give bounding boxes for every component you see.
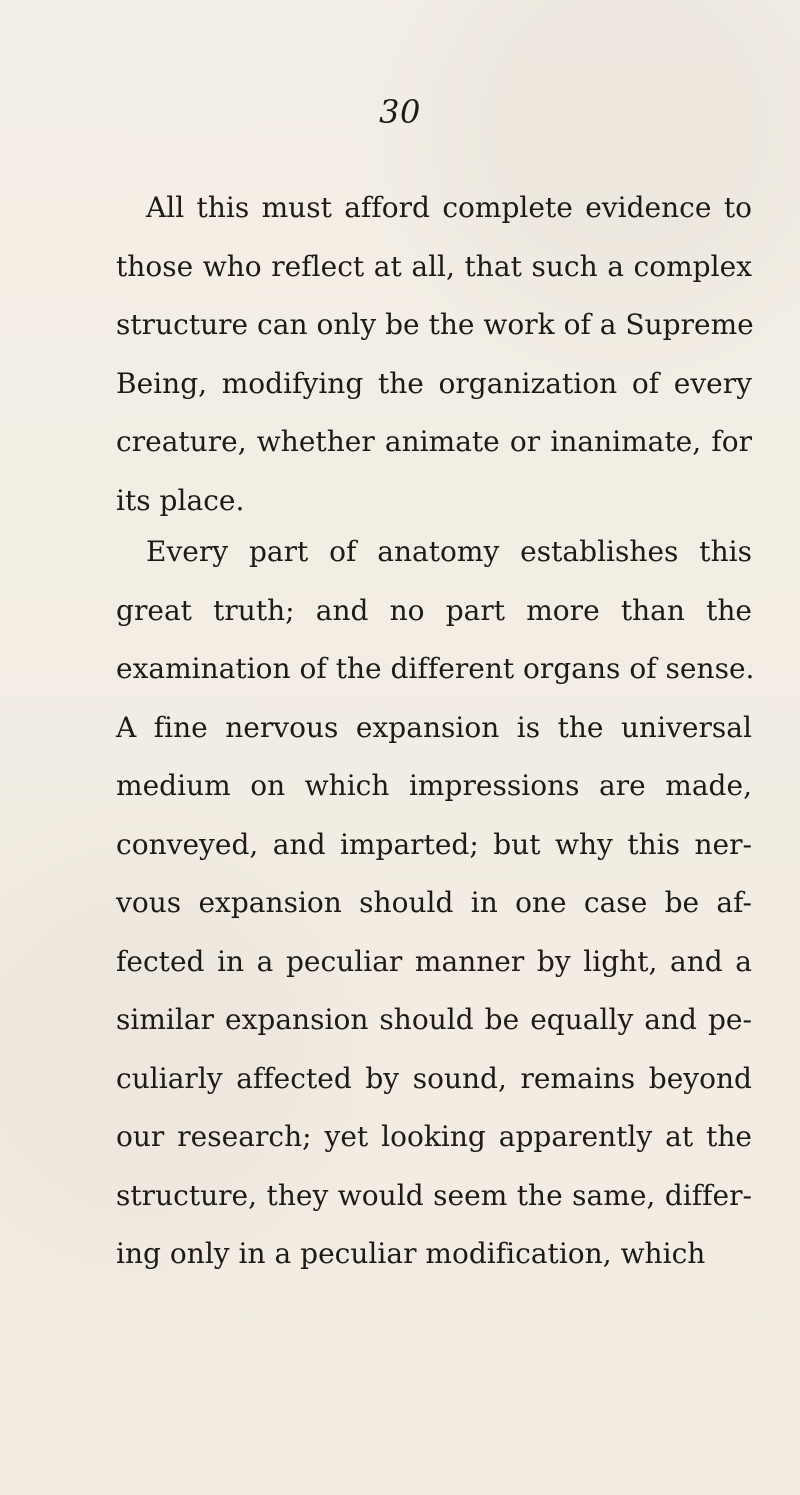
paragraph-line: great truth; and no part more than the (116, 593, 752, 627)
paragraph-line: similar expansion should be equally and pe- (116, 1003, 752, 1036)
paragraph-line: vous expansion should in one case be af- (116, 886, 752, 919)
paragraph-line: All this must afford complete evidence to (146, 191, 752, 224)
paragraph-line: creature, whether animate or inanimate, for (116, 425, 752, 458)
paragraph-line: structure, they would seem the same, differ- (116, 1178, 752, 1212)
paragraph-line: Being, modifying the organization of every (116, 366, 752, 400)
paragraph-line: A fine nervous expansion is the universal (116, 710, 752, 744)
paragraph-line: its place. (116, 483, 245, 517)
paragraph-line: our research; yet looking apparently at the (116, 1120, 752, 1153)
paragraph-line: Every part of anatomy establishes this (146, 535, 752, 568)
paragraph-1 (116, 179, 752, 530)
page-number: 30 (379, 93, 421, 131)
paragraph-line: structure can only be the work of a Supreme (116, 308, 754, 341)
paragraph-line: culiarly affected by sound, remains beyond (116, 1061, 752, 1095)
paragraph-line: medium on which impressions are made, (116, 769, 752, 802)
paragraph-line: examination of the different organs of sense. (116, 652, 755, 685)
paragraph-2 (116, 523, 755, 1284)
paragraph-line: those who reflect at all, that such a complex (116, 249, 752, 283)
paragraph-line: conveyed, and imparted; but why this ner- (116, 827, 752, 861)
paragraph-line: ing only in a peculiar modification, which (116, 1237, 706, 1270)
paragraph-line: fected in a peculiar manner by light, and a (116, 944, 752, 978)
